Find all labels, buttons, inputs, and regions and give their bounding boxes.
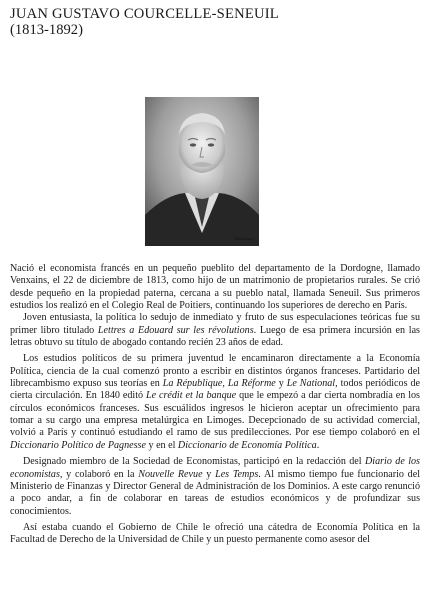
paragraph: Joven entusiasta, la política lo sedujo de inmediato y fruto de sus especulaciones teóricas fue su primer libro titulado Lettres a Edouard sur les révolutions. Luego de esa primera incursión en las letras obtuvo su título de abogado contando recién 23 años de edad. [10, 312, 420, 349]
biography-text [10, 263, 420, 547]
paragraph: Los estudios políticos de su primera juventud le encaminaron directamente a la Economía Política, ciencia de la cual comenzó pronto a escribir en distintos órganos franceses. Partidario del librecambismo expuso sus teorías en La République, La Réforme y Le National, todos periódicos de cierta circulación. En 1840 editó Le crédit et la banque que le empezó a dar cierta nombradía en los círculos económicos franceses. Sus escuálidos ingresos le hicieron aceptar un ofrecimiento para tomar a su cargo una empresa metalúrgica en Limoges. Decepcionado de su actividad comercial, volvió a París y continuó estudiando el ramo de sus predilecciones. Por ese tiempo colaboró en el Diccionario Político de Pagnesse y en el Diccionario de Economía Política. [10, 353, 421, 451]
page-title: JUAN GUSTAVO COURCELLE-SENEUIL [10, 6, 279, 22]
paragraph: Así estaba cuando el Gobierno de Chile le ofreció una cátedra de Economía Política en la Facultad de Derecho de la Universidad de Chile y un puesto permanente como asesor del [10, 521, 420, 546]
paragraph: Nació el economista francés en un pequeño pueblito del departamento de la Dordogne, llamado Venxains, el 22 de diciembre de 1813, como hijo de un matrimonio de propietarios rurales. Se crió desde pequeño en la propiedad paterna, cercana a su pueblo natal, llamada Seneuil. Sus primeros estudios los realizó en el Colegio Real de Poitiers, continuando los superiores de derecho en París. [10, 263, 420, 312]
portrait-engraving [145, 97, 259, 246]
life-dates: (1813-1892) [10, 22, 83, 38]
paragraph: Designado miembro de la Sociedad de Economistas, participó en la redacción del Diario de los economistas, y colaboró en la Nouvelle Revue y Les Temps. Al mismo tiempo fue funcionario del Ministerio de Finanzas y Director General de Administración de los Dominios. A este cargo renunció a poco andar, a fin de colaborar en tareas de estudios económicos y de profundizar sus conocimientos. [10, 456, 421, 517]
engraver-signature: Espinosa f. [235, 236, 256, 241]
